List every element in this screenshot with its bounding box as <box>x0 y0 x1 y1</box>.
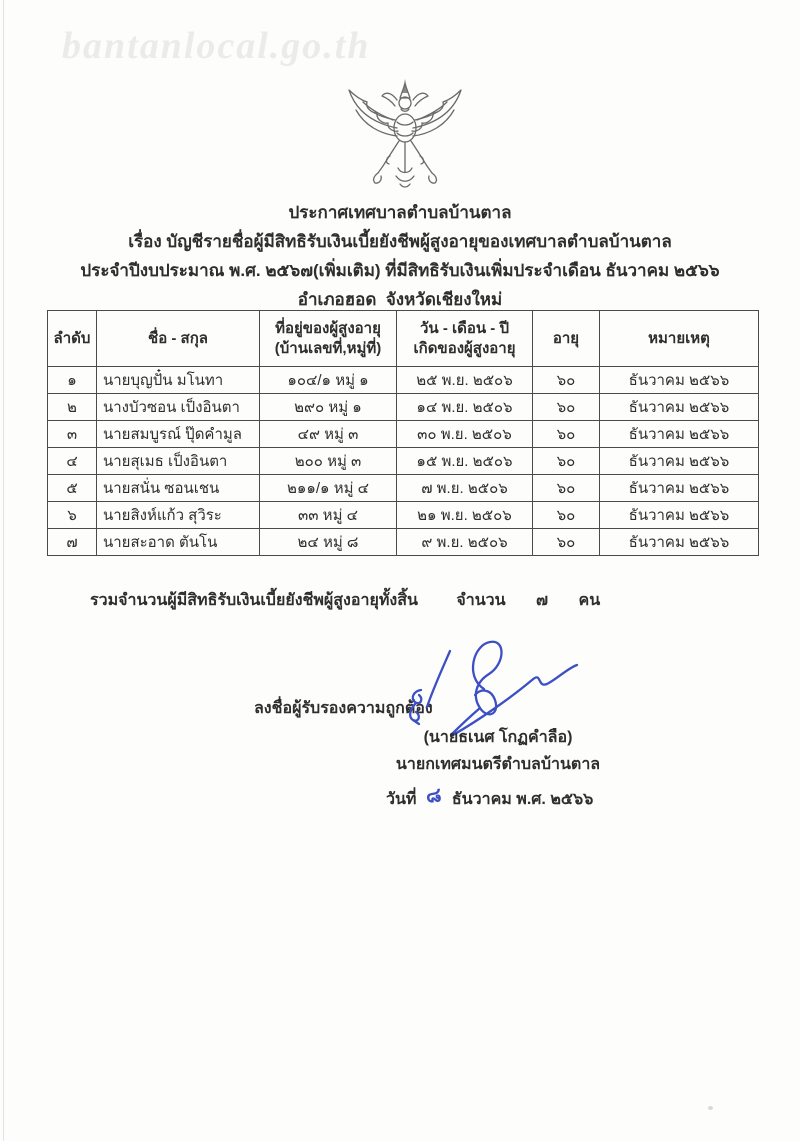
signer-name: (นายธเนศ โกฏคำลือ) <box>423 729 573 746</box>
col-header-label: วัน - เดือน - ปี <box>420 319 509 337</box>
col-header-remark <box>600 311 759 367</box>
table-cell: ธันวาคม ๒๕๖๖ <box>600 529 759 556</box>
summary-unit: คน <box>578 592 601 609</box>
table-cell: ๗ พ.ย. ๒๕๐๖ <box>397 475 533 502</box>
table-cell: ธันวาคม ๒๕๖๖ <box>600 367 759 394</box>
table-body <box>48 367 759 556</box>
table-cell: ๖๐ <box>533 367 600 394</box>
table-cell: ๒๐๐ หมู่ ๓ <box>260 448 397 475</box>
table-cell: ๖๐ <box>533 529 600 556</box>
col-header-age <box>533 311 600 367</box>
date-suffix: ธันวาคม พ.ศ. ๒๕๖๖ <box>451 791 594 808</box>
table-cell: ๓๓ หมู่ ๔ <box>260 502 397 529</box>
table-cell: ๖๐ <box>533 421 600 448</box>
table-row <box>48 502 759 529</box>
table-cell: ธันวาคม ๒๕๖๖ <box>600 475 759 502</box>
table-cell: นายสิงห์แก้ว สุวิระ <box>97 502 260 529</box>
title-line-2: เรื่อง บัญชีรายชื่อผู้มีสิทธิรับเงินเบี้ยยังชีพผู้สูงอายุของเทศบาลตำบลบ้านตาล <box>128 232 672 251</box>
col-header-name <box>97 311 260 367</box>
table-cell: ๒๕ พ.ย. ๒๕๐๖ <box>397 367 533 394</box>
table-cell: ๕ <box>48 475 97 502</box>
table-cell: ธันวาคม ๒๕๖๖ <box>600 448 759 475</box>
title-line-4: อำเภอฮอด จังหวัดเชียงใหม่ <box>297 290 503 309</box>
col-header-label: ลำดับ <box>53 329 91 347</box>
signature-certify-label: ลงชื่อผู้รับรองความถูกต้อง <box>254 700 433 717</box>
summary-line <box>90 588 600 613</box>
table-cell: ๒๔ หมู่ ๘ <box>260 529 397 556</box>
table-cell: ธันวาคม ๒๕๖๖ <box>600 394 759 421</box>
table-row <box>48 367 759 394</box>
col-header-label: (บ้านเลขที่,หมู่ที่) <box>274 339 382 357</box>
table-row <box>48 448 759 475</box>
garuda-emblem-icon <box>343 76 467 200</box>
col-header-label: ชื่อ - สกุล <box>148 329 208 347</box>
col-header-seq <box>48 311 97 367</box>
table-cell: ๒๑๑/๑ หมู่ ๔ <box>260 475 397 502</box>
handwritten-date-day: ๘ <box>425 784 443 808</box>
table-cell: นายสมบูรณ์ ปุ๊ดคำมูล <box>97 421 260 448</box>
table-cell: นายสนั่น ซอนเชน <box>97 475 260 502</box>
table-row <box>48 394 759 421</box>
table-cell: ๒๑ พ.ย. ๒๕๐๖ <box>397 502 533 529</box>
table-cell: ๔๙ หมู่ ๓ <box>260 421 397 448</box>
table-cell: นายสะอาด ตันโน <box>97 529 260 556</box>
col-header-address <box>260 311 397 367</box>
table-cell: ธันวาคม ๒๕๖๖ <box>600 421 759 448</box>
elderly-roster-table <box>47 310 759 556</box>
col-header-label: อายุ <box>552 329 580 347</box>
title-line-3: ประจำปีงบประมาณ พ.ศ. ๒๕๖๗(เพิ่มเติม) ที่มีสิทธิรับเงินเพิ่มประจำเดือน ธันวาคม ๒๕๖๖ <box>80 261 720 280</box>
table-row <box>48 475 759 502</box>
table-header-row <box>48 311 759 367</box>
table-cell: ๖๐ <box>533 394 600 421</box>
title-line-1: ประกาศเทศบาลตำบลบ้านตาล <box>288 203 512 222</box>
table-cell: ๑๐๔/๑ หมู่ ๑ <box>260 367 397 394</box>
watermark-text: bantanlocal.go.th <box>62 25 371 67</box>
summary-count-label: จำนวน <box>456 592 506 609</box>
table-cell: ๑๕ พ.ย. ๒๕๐๖ <box>397 448 533 475</box>
signature-date-line <box>386 781 593 813</box>
table-cell: นางบัวซอน เป็งอินตา <box>97 394 260 421</box>
scan-edge-artifact <box>3 0 4 1141</box>
table-cell: ๖๐ <box>533 502 600 529</box>
table-cell: ๗ <box>48 529 97 556</box>
table-cell: นายบุญปั๋น มโนทา <box>97 367 260 394</box>
handwritten-signature <box>396 636 586 738</box>
summary-label: รวมจำนวนผู้มีสิทธิรับเงินเบี้ยยังชีพผู้สูงอายุทั้งสิ้น <box>90 592 418 609</box>
table-row <box>48 421 759 448</box>
col-header-label: เกิดของผู้สูงอายุ <box>413 339 516 357</box>
col-header-label: ที่อยู่ของผู้สูงอายุ <box>275 319 381 337</box>
table-cell: ๒ <box>48 394 97 421</box>
scan-speck <box>708 1106 713 1110</box>
table-cell: ๓๐ พ.ย. ๒๕๐๖ <box>397 421 533 448</box>
col-header-label: หมายเหตุ <box>648 329 710 347</box>
table-cell: นายสุเมธ เป็งอินตา <box>97 448 260 475</box>
table-cell: ๔ <box>48 448 97 475</box>
table-cell: ธันวาคม ๒๕๖๖ <box>600 502 759 529</box>
date-prefix: วันที่ <box>386 791 417 808</box>
summary-count-value: ๗ <box>536 592 549 609</box>
table-cell: ๖๐ <box>533 448 600 475</box>
table-cell: ๙ พ.ย. ๒๕๐๖ <box>397 529 533 556</box>
table-cell: ๒๙๐ หมู่ ๑ <box>260 394 397 421</box>
table-row <box>48 529 759 556</box>
signer-title: นายกเทศมนตรีตำบลบ้านตาล <box>395 756 601 773</box>
table-cell: ๓ <box>48 421 97 448</box>
table-cell: ๑ <box>48 367 97 394</box>
table-cell: ๖ <box>48 502 97 529</box>
table-cell: ๖๐ <box>533 475 600 502</box>
table-cell: ๑๔ พ.ย. ๒๕๐๖ <box>397 394 533 421</box>
col-header-birthdate <box>397 311 533 367</box>
document-title-block <box>0 198 800 314</box>
